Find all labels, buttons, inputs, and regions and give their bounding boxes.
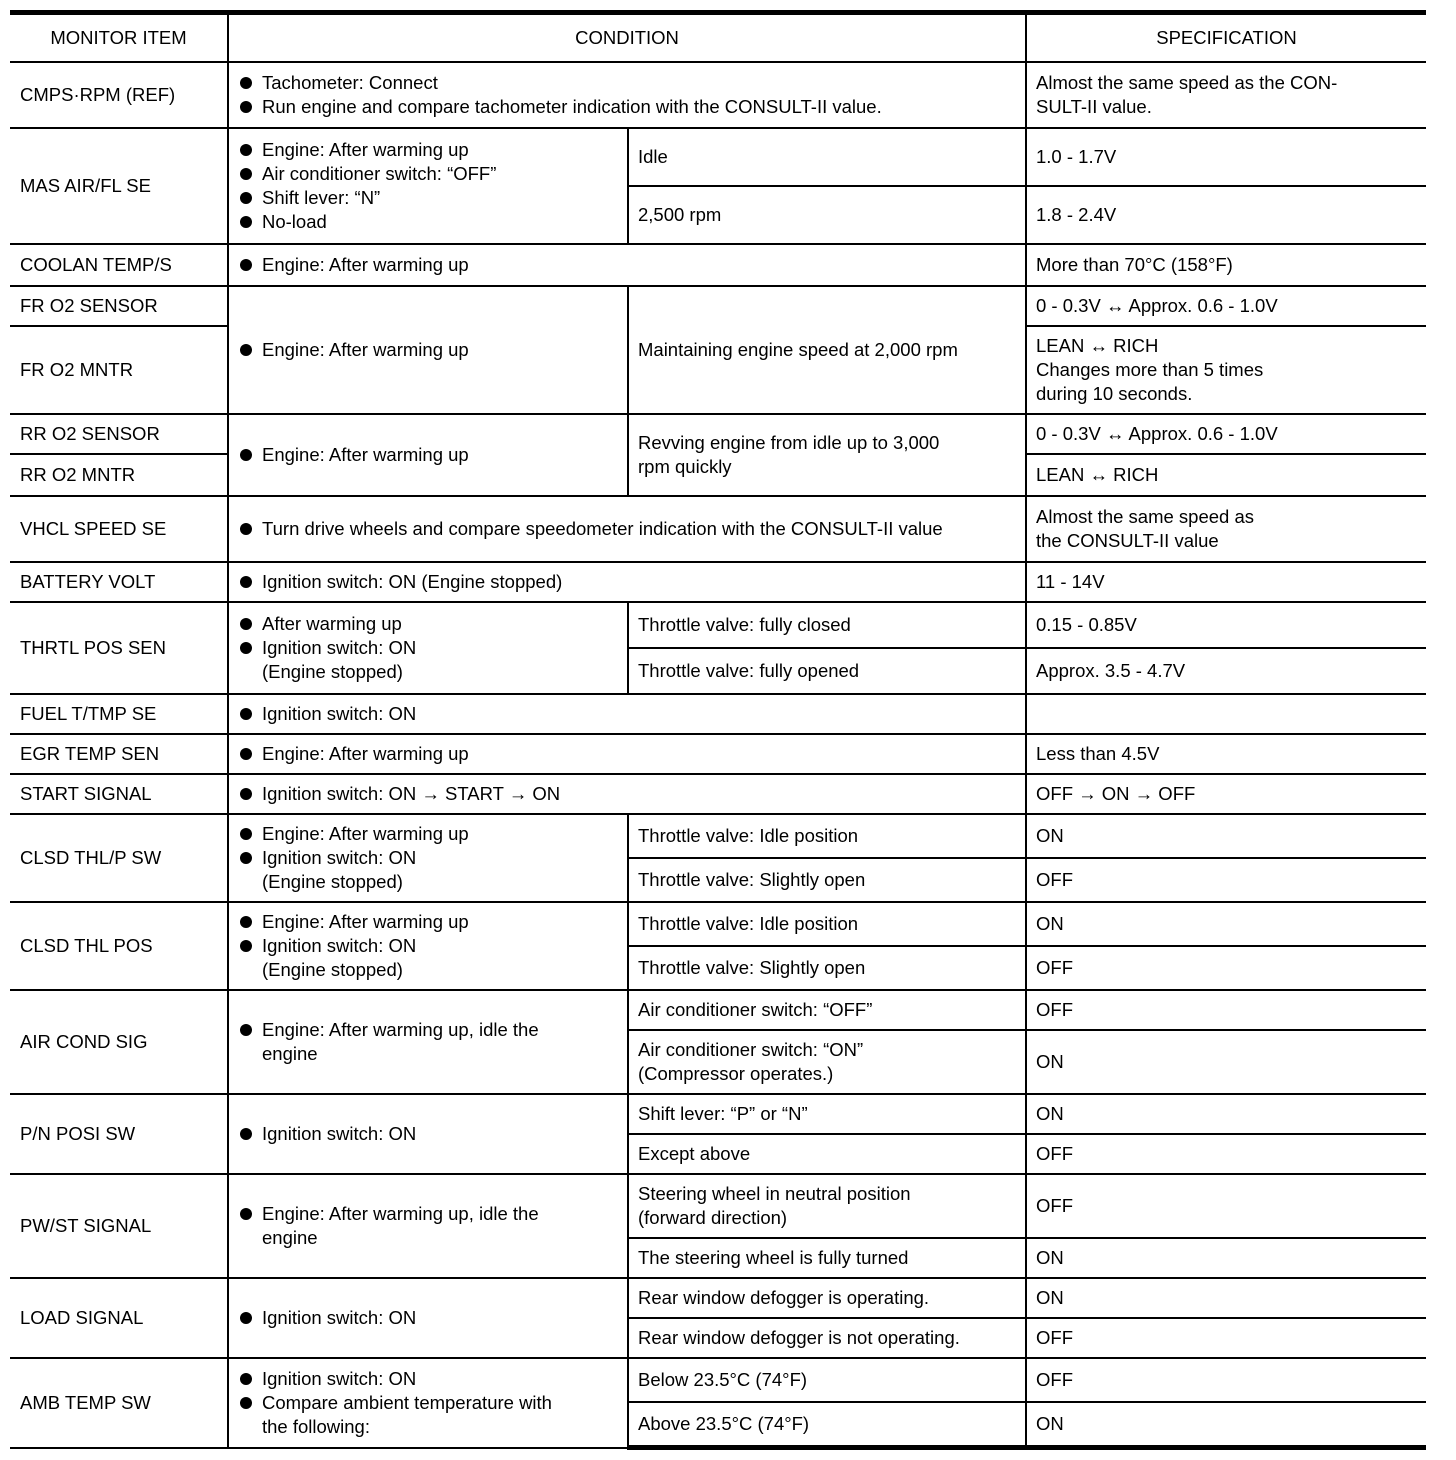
condition-bullet: Ignition switch: ON (Engine stopped) (238, 570, 1016, 594)
condition-bullet: Ignition switch: ON (238, 1122, 618, 1146)
monitor-item: AIR COND SIG (10, 990, 228, 1094)
monitor-item: AMB TEMP SW (10, 1358, 228, 1448)
table-row (10, 62, 1426, 128)
condition-bullet: Air conditioner switch: “OFF” (238, 162, 618, 186)
condition-bullet: Ignition switch: ON → START → ON (238, 782, 1016, 806)
header-condition: CONDITION (228, 13, 1026, 63)
condition-cell (228, 62, 1026, 128)
table-row (10, 990, 1426, 1030)
spec-cell: 0.15 - 0.85V (1026, 602, 1426, 648)
table-row (10, 1174, 1426, 1238)
monitor-spec-table (10, 10, 1426, 1450)
condition-cell (228, 1278, 628, 1358)
spec-cell: ON (1026, 814, 1426, 858)
condition-cell (228, 814, 628, 902)
monitor-item: BATTERY VOLT (10, 562, 228, 602)
monitor-item: MAS AIR/FL SE (10, 128, 228, 244)
spec-cell: OFF (1026, 1134, 1426, 1174)
monitor-item: FUEL T/TMP SE (10, 694, 228, 734)
spec-cell: ON (1026, 1278, 1426, 1318)
table-row (10, 128, 1426, 186)
sub-condition-cell: Shift lever: “P” or “N” (628, 1094, 1026, 1134)
monitor-item: VHCL SPEED SE (10, 496, 228, 562)
condition-bullet: Engine: After warming up (238, 138, 618, 162)
spec-cell: OFF (1026, 946, 1426, 990)
table-row (10, 814, 1426, 858)
monitor-item: LOAD SIGNAL (10, 1278, 228, 1358)
condition-bullet: Tachometer: Connect (238, 71, 1016, 95)
sub-condition-cell: Above 23.5°C (74°F) (628, 1402, 1026, 1448)
spec-cell: Almost the same speed as the CONSULT-II value (1026, 496, 1426, 562)
sub-condition-cell: Except above (628, 1134, 1026, 1174)
spec-cell: ON (1026, 1030, 1426, 1094)
spec-cell: OFF (1026, 1174, 1426, 1238)
spec-cell: ON (1026, 1094, 1426, 1134)
table-row (10, 1278, 1426, 1318)
condition-bullet: Engine: After warming up (238, 338, 618, 362)
sub-condition-cell: Throttle valve: fully opened (628, 648, 1026, 694)
monitor-item: RR O2 MNTR (10, 454, 228, 496)
condition-cell (228, 734, 1026, 774)
table-row (10, 1094, 1426, 1134)
condition-bullet: Run engine and compare tachometer indication with the CONSULT-II value. (238, 95, 1016, 119)
table-row (10, 1358, 1426, 1402)
condition-bullet: Ignition switch: ON (238, 702, 1016, 726)
monitor-item: FR O2 SENSOR (10, 286, 228, 326)
table-row (10, 244, 1426, 286)
condition-bullet: Engine: After warming up (238, 822, 618, 846)
condition-bullet: No-load (238, 210, 618, 234)
monitor-item: CLSD THL POS (10, 902, 228, 990)
spec-cell: OFF (1026, 990, 1426, 1030)
header-specification: SPECIFICATION (1026, 13, 1426, 63)
spec-cell: 0 - 0.3V ↔ Approx. 0.6 - 1.0V (1026, 414, 1426, 454)
spec-cell: 11 - 14V (1026, 562, 1426, 602)
condition-bullet: Ignition switch: ON (Engine stopped) (238, 636, 618, 684)
condition-bullet: Compare ambient temperature with the following: (238, 1391, 618, 1439)
monitor-item: COOLAN TEMP/S (10, 244, 228, 286)
header-row (10, 13, 1426, 63)
sub-condition-cell: Throttle valve: Slightly open (628, 858, 1026, 902)
sub-condition-cell: Rear window defogger is not operating. (628, 1318, 1026, 1358)
spec-cell: ON (1026, 1402, 1426, 1448)
condition-cell (228, 496, 1026, 562)
condition-bullet: Engine: After warming up, idle the engine (238, 1018, 618, 1066)
spec-cell: Almost the same speed as the CON- SULT-II value. (1026, 62, 1426, 128)
monitor-item: THRTL POS SEN (10, 602, 228, 694)
spec-cell: ON (1026, 1238, 1426, 1278)
spec-cell: OFF (1026, 1318, 1426, 1358)
condition-cell (228, 694, 1026, 734)
sub-condition-cell: Idle (628, 128, 1026, 186)
condition-cell (228, 602, 628, 694)
monitor-item: EGR TEMP SEN (10, 734, 228, 774)
monitor-item: P/N POSI SW (10, 1094, 228, 1174)
monitor-item: CLSD THL/P SW (10, 814, 228, 902)
spec-cell: OFF (1026, 858, 1426, 902)
table-row (10, 774, 1426, 814)
condition-bullet: Ignition switch: ON (Engine stopped) (238, 846, 618, 894)
monitor-item: START SIGNAL (10, 774, 228, 814)
sub-condition-cell: Maintaining engine speed at 2,000 rpm (628, 286, 1026, 414)
condition-bullet: Engine: After warming up, idle the engine (238, 1202, 618, 1250)
sub-condition-cell: Throttle valve: Idle position (628, 814, 1026, 858)
table-row (10, 902, 1426, 946)
header-monitor-item: MONITOR ITEM (10, 13, 228, 63)
monitor-item: PW/ST SIGNAL (10, 1174, 228, 1278)
monitor-item: RR O2 SENSOR (10, 414, 228, 454)
spec-cell: ON (1026, 902, 1426, 946)
condition-bullet: Engine: After warming up (238, 910, 618, 934)
condition-cell (228, 774, 1026, 814)
table-row (10, 496, 1426, 562)
spec-cell: Approx. 3.5 - 4.7V (1026, 648, 1426, 694)
table-row (10, 286, 1426, 326)
condition-bullet: Ignition switch: ON (238, 1367, 618, 1391)
spec-cell: 1.8 - 2.4V (1026, 186, 1426, 244)
sub-condition-cell: Rear window defogger is operating. (628, 1278, 1026, 1318)
condition-cell (228, 990, 628, 1094)
monitor-item: FR O2 MNTR (10, 326, 228, 414)
condition-bullet: Ignition switch: ON (238, 1306, 618, 1330)
table-row (10, 734, 1426, 774)
spec-table (10, 10, 1426, 1450)
condition-bullet: Turn drive wheels and compare speedometer indication with the CONSULT-II value (238, 517, 1016, 541)
condition-bullet: Engine: After warming up (238, 443, 618, 467)
condition-bullet: After warming up (238, 612, 618, 636)
spec-cell (1026, 694, 1426, 734)
condition-cell (228, 562, 1026, 602)
condition-cell (228, 286, 628, 414)
spec-cell: Less than 4.5V (1026, 734, 1426, 774)
sub-condition-cell: Throttle valve: Slightly open (628, 946, 1026, 990)
table-row (10, 562, 1426, 602)
spec-cell: OFF → ON → OFF (1026, 774, 1426, 814)
sub-condition-cell: Revving engine from idle up to 3,000 rpm quickly (628, 414, 1026, 496)
monitor-item: CMPS·RPM (REF) (10, 62, 228, 128)
spec-cell: LEAN ↔ RICH (1026, 454, 1426, 496)
condition-cell (228, 1358, 628, 1448)
spec-cell: More than 70°C (158°F) (1026, 244, 1426, 286)
table-row (10, 414, 1426, 454)
condition-cell (228, 1094, 628, 1174)
condition-cell (228, 1174, 628, 1278)
sub-condition-cell: The steering wheel is fully turned (628, 1238, 1026, 1278)
spec-cell: OFF (1026, 1358, 1426, 1402)
sub-condition-cell: Air conditioner switch: “OFF” (628, 990, 1026, 1030)
sub-condition-cell: Throttle valve: fully closed (628, 602, 1026, 648)
condition-cell (228, 902, 628, 990)
sub-condition-cell: Throttle valve: Idle position (628, 902, 1026, 946)
condition-bullet: Ignition switch: ON (Engine stopped) (238, 934, 618, 982)
condition-bullet: Shift lever: “N” (238, 186, 618, 210)
sub-condition-cell: Air conditioner switch: “ON” (Compressor operates.) (628, 1030, 1026, 1094)
spec-cell: 0 - 0.3V ↔ Approx. 0.6 - 1.0V (1026, 286, 1426, 326)
table-row (10, 602, 1426, 648)
sub-condition-cell: Below 23.5°C (74°F) (628, 1358, 1026, 1402)
sub-condition-cell: 2,500 rpm (628, 186, 1026, 244)
spec-cell: LEAN ↔ RICH Changes more than 5 times during 10 seconds. (1026, 326, 1426, 414)
condition-cell (228, 128, 628, 244)
condition-bullet: Engine: After warming up (238, 253, 1016, 277)
condition-bullet: Engine: After warming up (238, 742, 1016, 766)
condition-cell (228, 414, 628, 496)
spec-cell: 1.0 - 1.7V (1026, 128, 1426, 186)
condition-cell (228, 244, 1026, 286)
sub-condition-cell: Steering wheel in neutral position (forward direction) (628, 1174, 1026, 1238)
table-row (10, 694, 1426, 734)
